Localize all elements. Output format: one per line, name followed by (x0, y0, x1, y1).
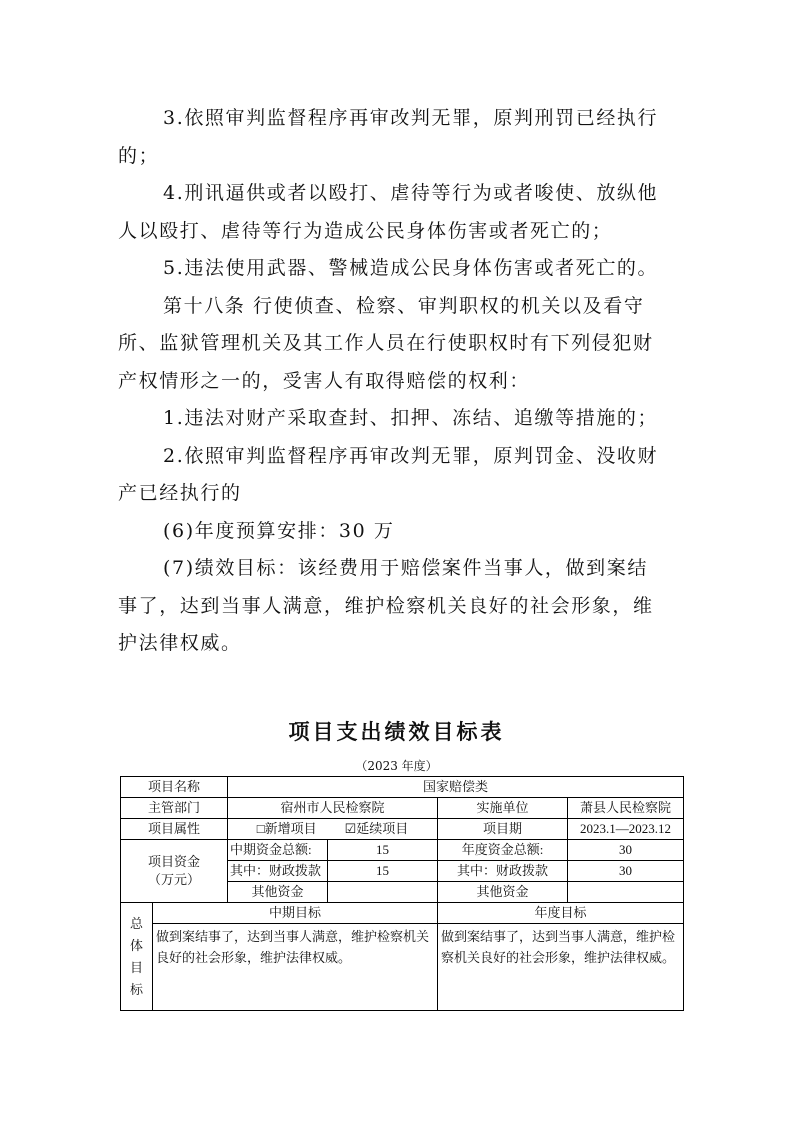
paragraph-line: (7)绩效目标：该经费用于赔偿案件当事人，做到案结 (163, 557, 648, 579)
other-fund-value-year (568, 882, 684, 903)
body-text (118, 100, 678, 663)
other-fund-label-year: 其他资金 (438, 882, 568, 903)
fund-label-text: 项目资金 (148, 854, 201, 869)
other-fund-value-mid (328, 882, 438, 903)
dept-value: 宿州市人民检察院 (228, 798, 438, 819)
fiscal-label-mid: 其中：财政拨款 (228, 861, 328, 882)
paragraph-line: 5.违法使用武器、警械造成公民身体伤害或者死亡的。 (163, 257, 659, 279)
table-row (121, 798, 684, 819)
period-value: 2023.1—2023.12 (568, 819, 684, 840)
year-goal-label: 年度目标 (438, 903, 684, 924)
overall-goal-label (121, 903, 153, 1011)
paragraph-line: 4.刑讯逼供或者以殴打、虐待等行为或者唆使、放纵他 (163, 182, 659, 204)
table-row (121, 924, 684, 1011)
table-subtitle: （2023 年度） (355, 759, 438, 773)
overall-goal-label-text: 总体目标 (129, 915, 143, 997)
paragraph-line: 2.依照审判监督程序再审改判无罪，原判罚金、没收财 (163, 444, 659, 467)
table-row (121, 840, 684, 861)
paragraph-line: 第十八条 行使侦查、检察、审判职权的机关以及看守 (163, 294, 645, 317)
mid-total-value: 15 (328, 840, 438, 861)
table-row (121, 819, 684, 840)
project-name-value: 国家赔偿类 (228, 777, 684, 798)
fund-label (121, 840, 228, 903)
year-total-value: 30 (568, 840, 684, 861)
fiscal-value-year: 30 (568, 861, 684, 882)
performance-table (120, 776, 684, 1011)
fiscal-value-mid: 15 (328, 861, 438, 882)
other-fund-label-mid: 其他资金 (228, 882, 328, 903)
mid-goal-label: 中期目标 (153, 903, 438, 924)
table-row (121, 903, 684, 924)
fund-unit: （万元） (148, 872, 201, 887)
table-title: 项目支出绩效目标表 (288, 720, 505, 744)
project-name-label: 项目名称 (121, 777, 228, 798)
paragraph-line: (6)年度预算安排：30 万 (163, 519, 395, 542)
period-label: 项目期 (438, 819, 568, 840)
year-total-label: 年度资金总额: (438, 840, 568, 861)
new-project-checkbox: □新增项目 (256, 821, 317, 836)
paragraph-line: 人以殴打、虐待等行为造成公民身体伤害或者死亡的； (118, 219, 613, 242)
paragraph-line: 护法律权威。 (118, 632, 242, 654)
attr-options (228, 819, 438, 840)
paragraph-line: 事了，达到当事人满意，维护检察机关良好的社会形象，维 (118, 594, 654, 617)
year-goal-text: 做到案结事了，达到当事人满意，维护检察机关良好的社会形象，维护法律权威。 (438, 924, 684, 1011)
paragraph-line: 产已经执行的 (118, 482, 242, 504)
paragraph-line: 1.违法对财产采取查封、扣押、冻结、追缴等措施的； (163, 407, 659, 429)
fiscal-label-year: 其中：财政拨款 (438, 861, 568, 882)
mid-total-label: 中期资金总额: (228, 840, 328, 861)
attr-label: 项目属性 (121, 819, 228, 840)
mid-goal-text: 做到案结事了，达到当事人满意，维护检察机关良好的社会形象，维护法律权威。 (153, 924, 438, 1011)
paragraph-line: 的； (118, 144, 160, 167)
paragraph-line: 产权情形之一的，受害人有取得赔偿的权利： (118, 369, 531, 392)
unit-label: 实施单位 (438, 798, 568, 819)
dept-label: 主管部门 (121, 798, 228, 819)
continued-project-checkbox: ☑延续项目 (344, 821, 409, 836)
paragraph-line: 所、监狱管理机关及其工作人员在行使职权时有下列侵犯财 (118, 332, 654, 354)
table-row (121, 777, 684, 798)
paragraph-line: 3.依照审判监督程序再审改判无罪，原判刑罚已经执行 (163, 107, 659, 129)
unit-value: 萧县人民检察院 (568, 798, 684, 819)
